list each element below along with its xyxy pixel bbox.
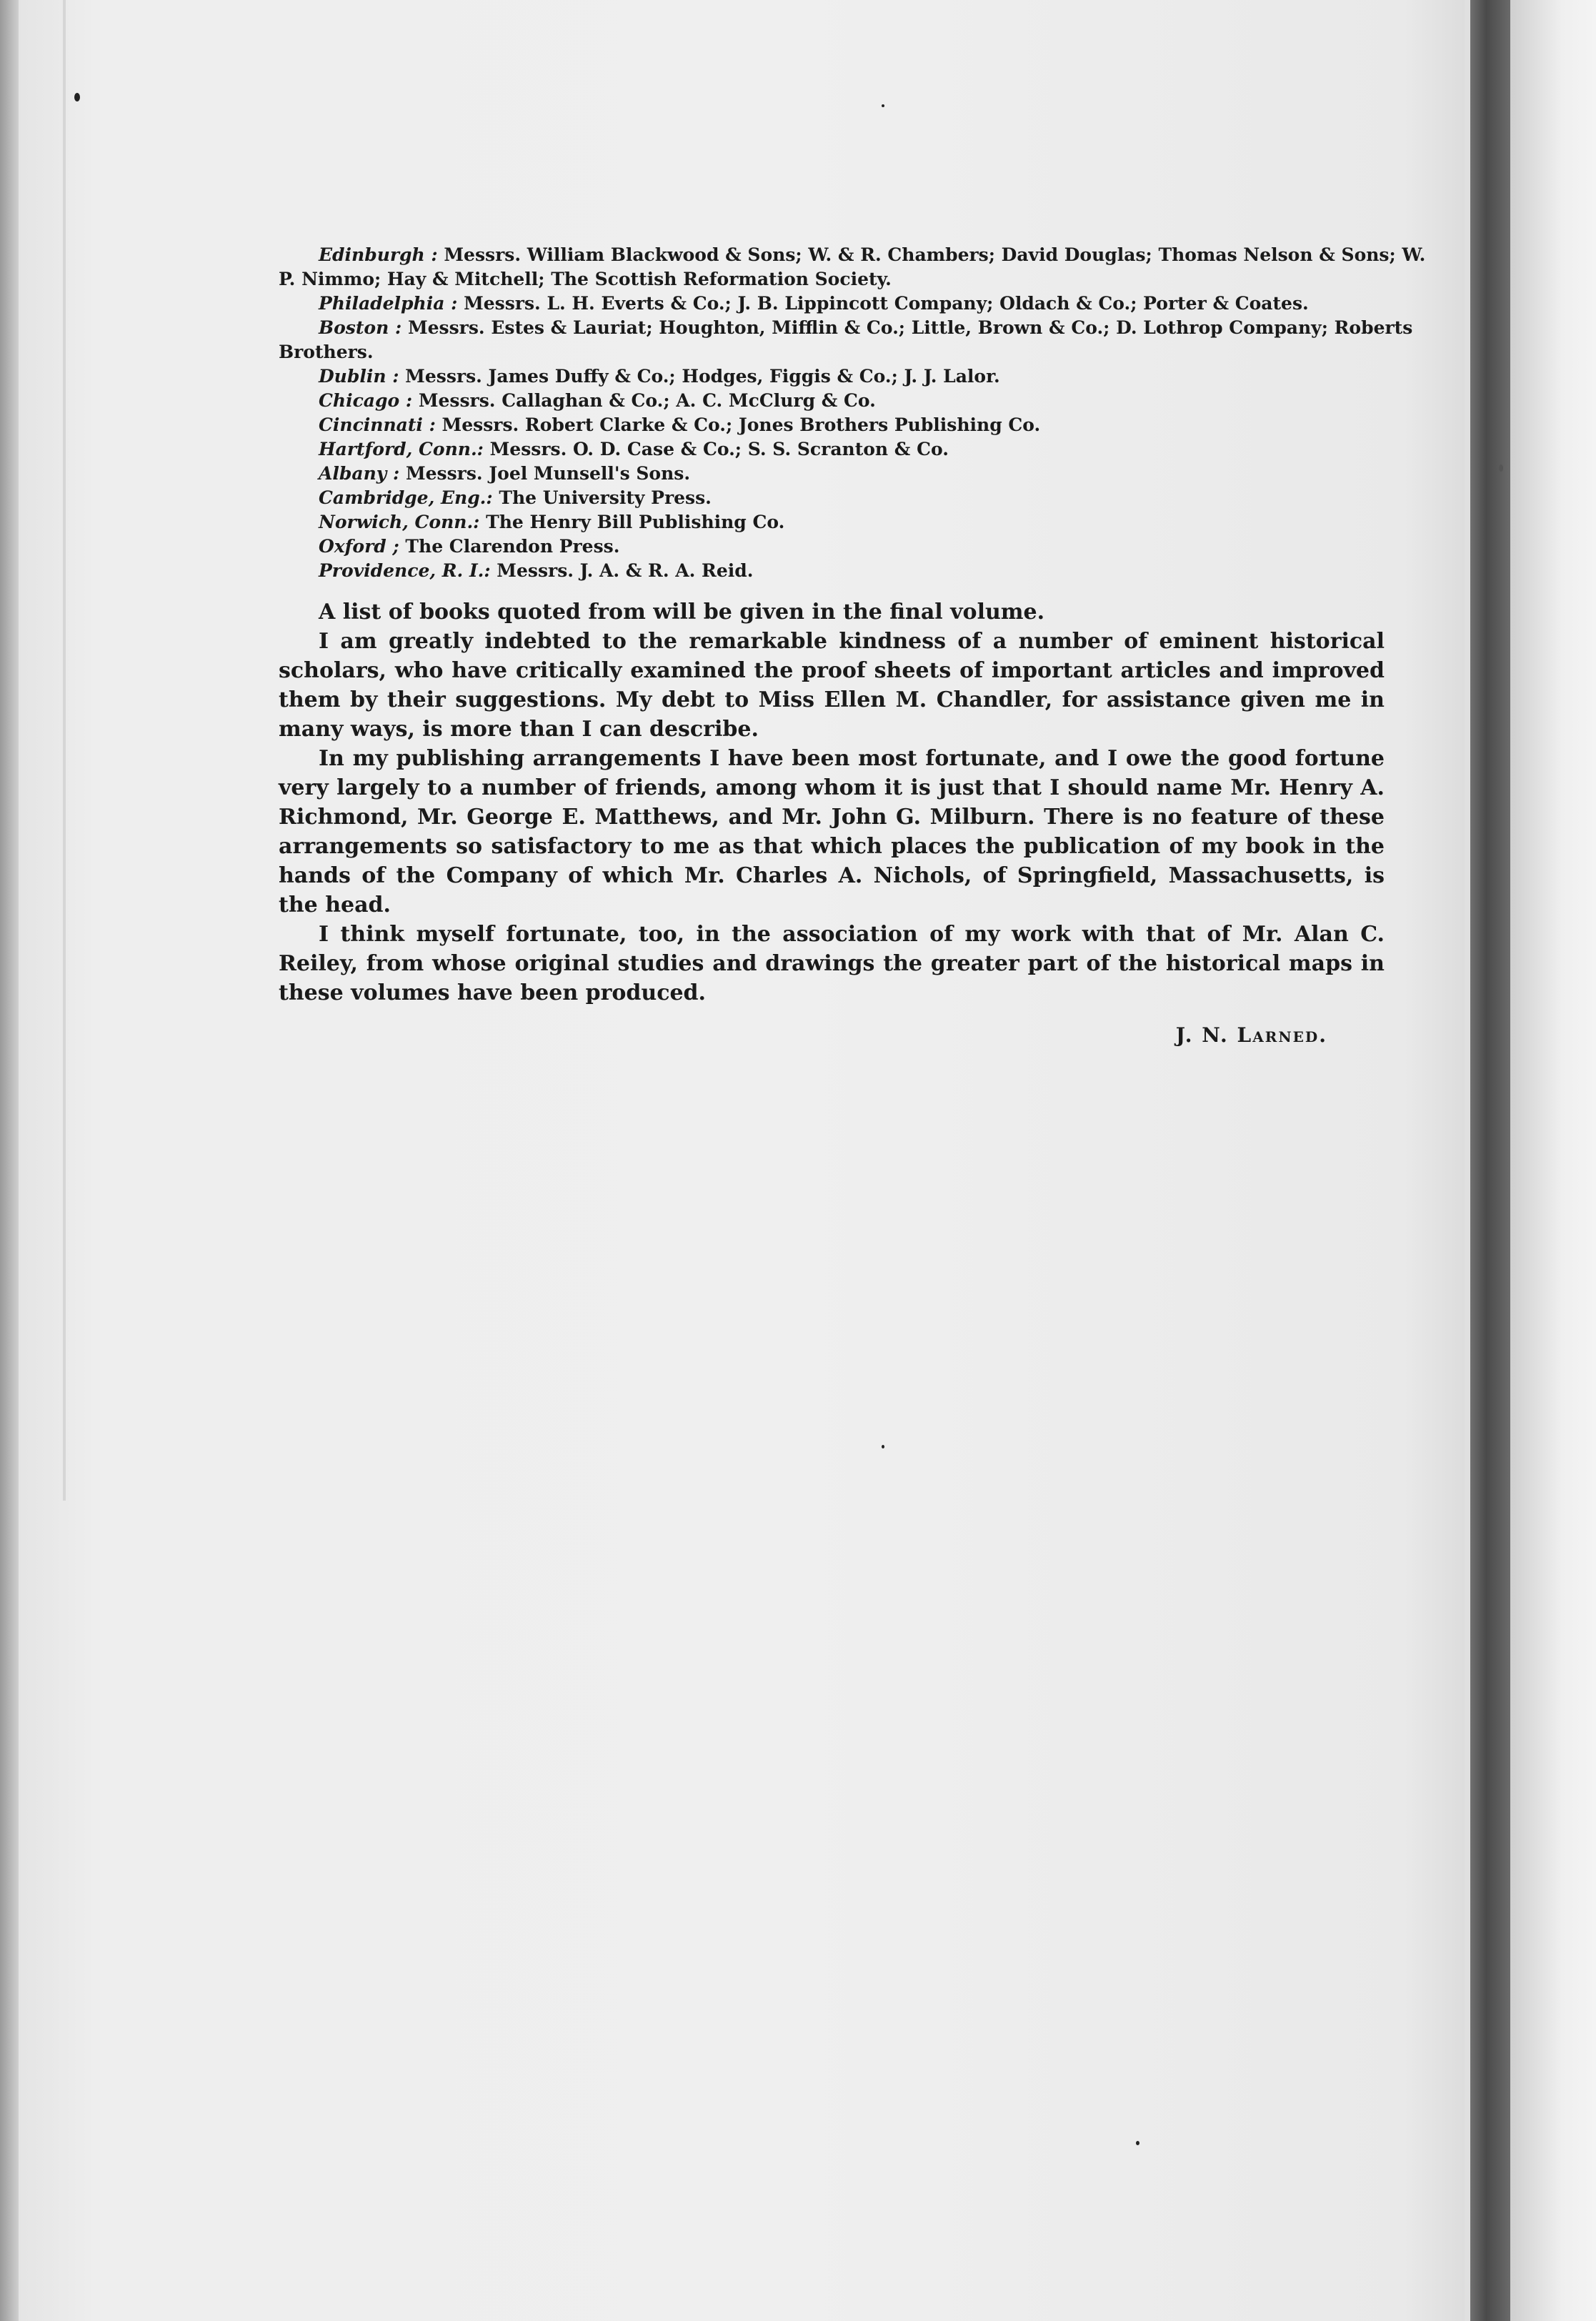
- agent-line-cincinnati: Cincinnati : Messrs. Robert Clarke & Co.; Jones Brothers Publishing Co.: [319, 414, 1041, 435]
- binding-shadow: [1470, 0, 1510, 2321]
- next-page-edge: [1510, 0, 1596, 2321]
- preface-paragraphs: [279, 597, 1385, 1008]
- agent-line-oxford: Oxford ; The Clarendon Press.: [319, 536, 620, 557]
- page-left-edge: [0, 0, 19, 2321]
- agent-line-norwich: Norwich, Conn.: The Henry Bill Publishing Co.: [319, 512, 785, 532]
- scan-speck: [882, 1445, 884, 1448]
- page-fold-line: [63, 0, 66, 1501]
- agent-line-cambridge: Cambridge, Eng.: The University Press.: [319, 487, 712, 508]
- agent-line-dublin: Dublin : Messrs. James Duffy & Co.; Hodges, Figgis & Co.; J. J. Lalor.: [319, 366, 1000, 387]
- paragraph-publishing-arrangements: In my publishing arrangements I have been most fortunate, and I owe the good fortune very largely to a number of friends, among whom it is just that I should name Mr. Henry A. Richmond, Mr. George E. Matthews, and Mr. John G. Milburn. There is no feature of these arrangements so satisfactory to me as that which places the publication of my book in the hands of the Company of which Mr. Charles A. Nichols, of Springfield, Massachusetts, is the head.: [279, 746, 1385, 918]
- scan-speck: [74, 93, 80, 101]
- agent-line-edinburgh-cont: P. Nimmo; Hay & Mitchell; The Scottish Reformation Society.: [279, 269, 892, 289]
- paragraph-books-list: A list of books quoted from will be given in the final volume.: [319, 600, 1045, 625]
- agent-line-philadelphia: Philadelphia : Messrs. L. H. Everts & Co.; J. B. Lippincott Company; Oldach & Co.; Porter & Coates.: [319, 293, 1309, 314]
- paragraph-acknowledgement-scholars: I am greatly indebted to the remarkable kindness of a number of eminent historical scholars, who have critically examined the proof sheets of important articles and improved them by their suggestions. My debt to Miss Ellen M. Chandler, for assistance given me in many ways, is more than I can describe.: [279, 629, 1385, 742]
- author-signature: J. N. Larned.: [1175, 1023, 1327, 1047]
- agent-line-boston: Boston : Messrs. Estes & Lauriat; Houghton, Mifflin & Co.; Little, Brown & Co.; D. Lothrop Company; Roberts: [319, 317, 1413, 338]
- agent-line-albany: Albany : Messrs. Joel Munsell's Sons.: [319, 463, 691, 484]
- agents-list: [279, 243, 1426, 583]
- preface-content: [279, 243, 1426, 1047]
- scan-speck: [1136, 2141, 1139, 2145]
- scan-speck: [1499, 464, 1503, 472]
- agent-line-hartford: Hartford, Conn.: Messrs. O. D. Case & Co.; S. S. Scranton & Co.: [319, 439, 949, 459]
- agent-line-providence: Providence, R. I.: Messrs. J. A. & R. A. Reid.: [319, 560, 754, 581]
- agent-line-edinburgh: Edinburgh : Messrs. William Blackwood & Sons; W. & R. Chambers; David Douglas; Thomas Nelson & Sons; W.: [319, 244, 1426, 265]
- scan-speck: [882, 104, 884, 107]
- paragraph-maps-acknowledgement: I think myself fortunate, too, in the association of my work with that of Mr. Alan C. Reiley, from whose original studies and drawings the greater part of the historical maps in these volumes have been produced.: [279, 922, 1385, 1005]
- agent-line-chicago: Chicago : Messrs. Callaghan & Co.; A. C. McClurg & Co.: [319, 390, 876, 411]
- agent-line-boston-cont: Brothers.: [279, 342, 374, 362]
